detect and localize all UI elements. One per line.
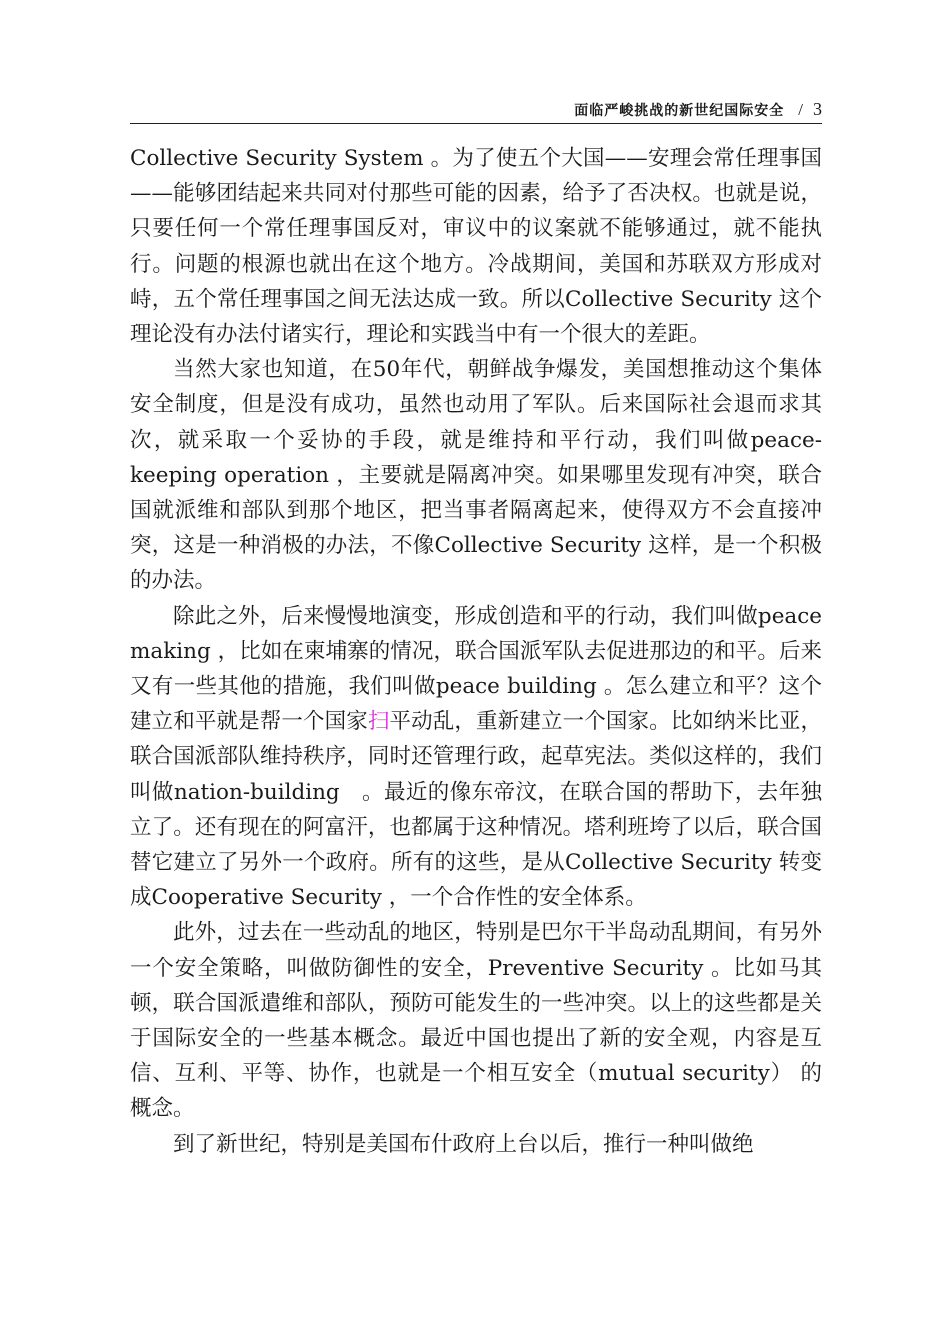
- paragraph-5: 到了新世纪，特别是美国布什政府上台以后，推行一种叫做绝: [173, 1131, 754, 1157]
- page-number: 3: [813, 99, 822, 119]
- paragraph-1: Collective Security System 。为了使五个大国——安理会常任理事国——能够团结起来共同对付那些可能的因素，给予了否决权。也就是说，只要任何一个常任理事国反对，审议中的议案就不能够通过，就不能执行。问题的根源也就出在这个地方。冷战期间，美国和苏联双方形成对峙，五个常任理事国之间无法达成一致。所以Collective Security 这个理论没有办法付诸实行，理论和实践当中有一个很大的差距。: [130, 146, 822, 348]
- paragraph-3: [130, 599, 822, 916]
- paragraph-3-part-1: 除此之外，后来慢慢地演变，形成创造和平的行动，我们叫做peace making ，比如在柬埔寨的情况，联合国派军队去促进那边的和平。后来又有一些其他的措施，我们叫做peace building 。怎么建立和平？这个建立和平就是帮一个国家: [130, 603, 822, 735]
- running-title: 面临严峻挑战的新世纪国际安全: [574, 103, 785, 119]
- header-separator: /: [798, 100, 803, 119]
- paragraph-2: 当然大家也知道，在50年代，朝鲜战争爆发，美国想推动这个集体安全制度，但是没有成功，虽然也动用了军队。后来国际社会退而求其次，就采取一个妥协的手段，就是维持和平行动，我们叫做peace-keeping operation ，主要就是隔离冲突。如果哪里发现有冲突，联合国就派维和部队到那个地区，把当事者隔离起来，使得双方不会直接冲突，这是一种消极的办法，不像Collective Security 这样，是一个积极的办法。: [130, 357, 822, 594]
- paragraph-3-part-2: 平动乱，重新建立一个国家。比如纳米比亚，联合国派部队维持秩序，同时还管理行政，起草宪法。类似这样的，我们叫做nation-building 。最近的像东帝汶，在联合国的帮助下，去年独立了。还有现在的阿富汗，也都属于这种情况。塔利班垮了以后，联合国替它建立了另外一个政府。所有的这些，是从Collective Security 转变成Cooperative Security ，一个合作性的安全体系。: [130, 709, 822, 911]
- paragraph-4: 此外，过去在一些动乱的地区，特别是巴尔干半岛动乱期间，有另外一个安全策略，叫做防御性的安全，Preventive Security 。比如马其顿，联合国派遣维和部队，预防可能发生的一些冲突。以上的这些都是关于国际安全的一些基本概念。最近中国也提出了新的安全观，内容是互信、互利、平等、协作，也就是一个相互安全（mutual security） 的概念。: [130, 920, 822, 1122]
- highlighted-character: 扫: [367, 709, 390, 735]
- running-header: [130, 98, 822, 124]
- body-text: [130, 141, 822, 1162]
